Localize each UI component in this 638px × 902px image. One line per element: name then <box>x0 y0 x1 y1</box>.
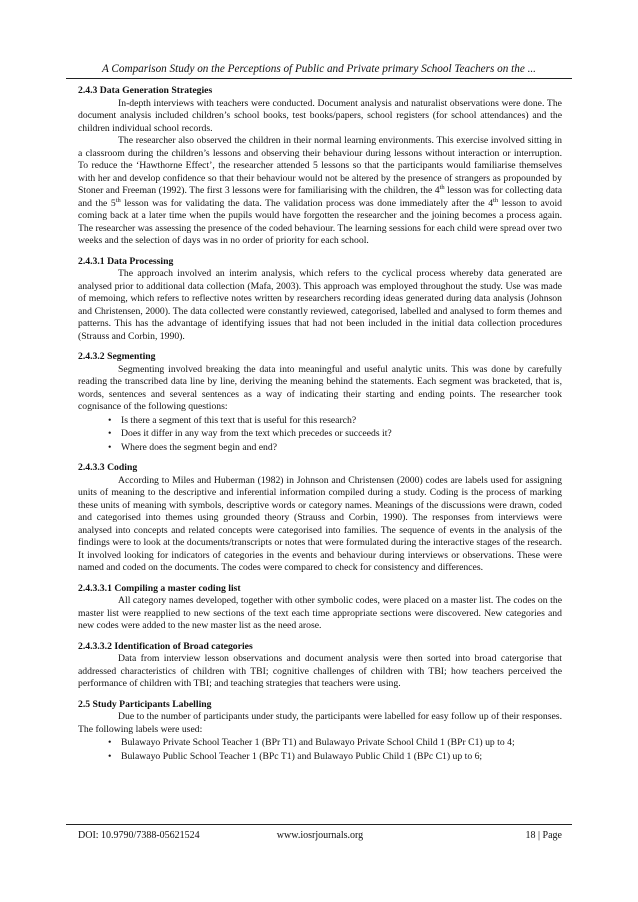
section-heading-coding: 2.4.3.3 Coding <box>78 462 138 474</box>
section-heading-segmenting: 2.4.3.2 Segmenting <box>78 351 156 362</box>
bullet-list-questions <box>78 414 562 455</box>
header-rule <box>66 78 572 79</box>
list-item: • Where does the segment begin and end? <box>108 441 278 453</box>
paragraph: Data from interview lesson observations and document analysis were then sorted into broad catergorise that addressed characteristics of children with TBI; cognitive challenges of children with TBI; how teachers perceived the performance of children with TBI; and teaching strategies that teachers were using. <box>78 653 562 690</box>
bullet-icon: • <box>108 428 112 440</box>
bullet-icon: • <box>108 750 112 762</box>
paragraph: According to Miles and Huberman (1982) in Johnson and Christensen (2000) codes are labels used for assigning units of meaning to the descriptive and inferential information compiled during a study. Coding is the process of marking these units of meaning with symbols, descriptive words or category names. Meanings of the discussions were drawn, coded and categorised into themes using grounded theory (Strauss and Corbin, 1990). The responses from interviews were analysed into concepts and related concepts were categorised into families. The sequence of events in the analysis of the findings were to look at the documents/transcripts or notes that were formulated during the interactive stages of the research. It involved looking for indicators of categories in the events and behaviour during interviews or observations. These were named and coded on the documents. The codes were compared to check for consistency and differences. <box>78 474 562 574</box>
list-item: • Is there a segment of this text that is useful for this research? <box>108 414 357 426</box>
footer-rule <box>66 824 572 825</box>
paragraph: The approach involved an interim analysis, which refers to the cyclical process whereby data generated are analysed prior to additional data collection (Mafa, 2003). This approach was employed throughout the study. Use was made of memoing, which refers to reflective notes written by researchers recording ideas generated during data analysis (Johnson and Christensen, 2000). The data collected were constantly reviewed, categorised, labelled and analysed to form themes and patterns. This has the advantage of identifying issues that had not been included in the initial data collection procedures (Strauss and Corbin, 1990). <box>78 268 562 342</box>
bullet-list-labels <box>78 736 562 763</box>
bullet-icon: • <box>108 737 112 749</box>
paragraph: All category names developed, together with other symbolic codes, were placed on a master list. The codes on the master list were reapplied to new sections of the text each time appropriate sections were discovered. New categories and new codes were added to the new master list as the need arose. <box>78 595 562 632</box>
bullet-icon: • <box>108 441 112 453</box>
paragraph: In-depth interviews with teachers were conducted. Document analysis and naturalist observations were done. The document analysis included children’s school books, test books/papers, school registers (for school attendances) and the children individual school records. <box>78 97 562 134</box>
bullet-icon: • <box>108 414 112 426</box>
paragraph: Due to the number of participants under study, the participants were labelled for easy follow up of their responses. The following labels were used: <box>78 711 562 735</box>
section-heading-master-coding-list: 2.4.3.3.1 Compiling a master coding list <box>78 582 241 594</box>
journal-website: www.iosrjournals.org <box>276 830 364 841</box>
list-item: • Does it differ in any way from the text which precedes or succeeds it? <box>108 428 392 440</box>
article-body <box>78 85 562 763</box>
page-number: 18 | Page <box>525 830 562 841</box>
section-heading-participants-labelling: 2.5 Study Participants Labelling <box>78 698 212 710</box>
paragraph: Segmenting involved breaking the data into meaningful and useful analytic units. This was done by carefully reading the transcribed data line by line, deriving the meaning behind the statements. Each segment was bracketed, that is, words, sentences and several sentences as a way of indicating their starting and ending points. The researcher took cognisance of the following questions: <box>78 363 562 412</box>
list-item: • Bulawayo Public School Teacher 1 (BPc T1) and Bulawayo Public Child 1 (BPc C1) up to 6; <box>108 750 483 762</box>
section-heading-data-processing: 2.4.3.1 Data Processing <box>78 255 174 267</box>
section-heading-broad-categories: 2.4.3.3.2 Identification of Broad categories <box>78 640 253 652</box>
paragraph: The researcher also observed the children in their normal learning environments. This exercise involved sitting in a classroom during the children’s lessons and observing their behaviour during lessons without interaction or interruption. To reduce the ‘Hawthorne Effect’, the researcher attended 5 lessons so that the participants would familiarise themselves with her and develop confidence so that their behaviour would not be altered by the presence of strangers as propounded by Stoner and Freeman (1992). The first 3 lessons were for familiarising with the children, the 4th lesson was for collecting data and the 5th lesson was for validating the data. The validation process was done immediately after the 4th lesson to avoid coming back at a later time when the pupils would have forgotten the researcher and the joining becomes a process again. The researcher was assessing the presence of the coded behaviour. The learning sessions for each child were spread over two weeks and the selection of days was in no order of priority for each school. <box>78 135 563 246</box>
list-item: • Bulawayo Private School Teacher 1 (BPr T1) and Bulawayo Private School Child 1 (BPr C1) up to 4; <box>108 737 515 749</box>
section-heading-data-generation: 2.4.3 Data Generation Strategies <box>78 85 213 96</box>
running-header: A Comparison Study on the Perceptions of Public and Private primary School Teachers on the ... <box>102 63 536 75</box>
doi-text: DOI: 10.9790/7388-05621524 <box>78 830 200 841</box>
